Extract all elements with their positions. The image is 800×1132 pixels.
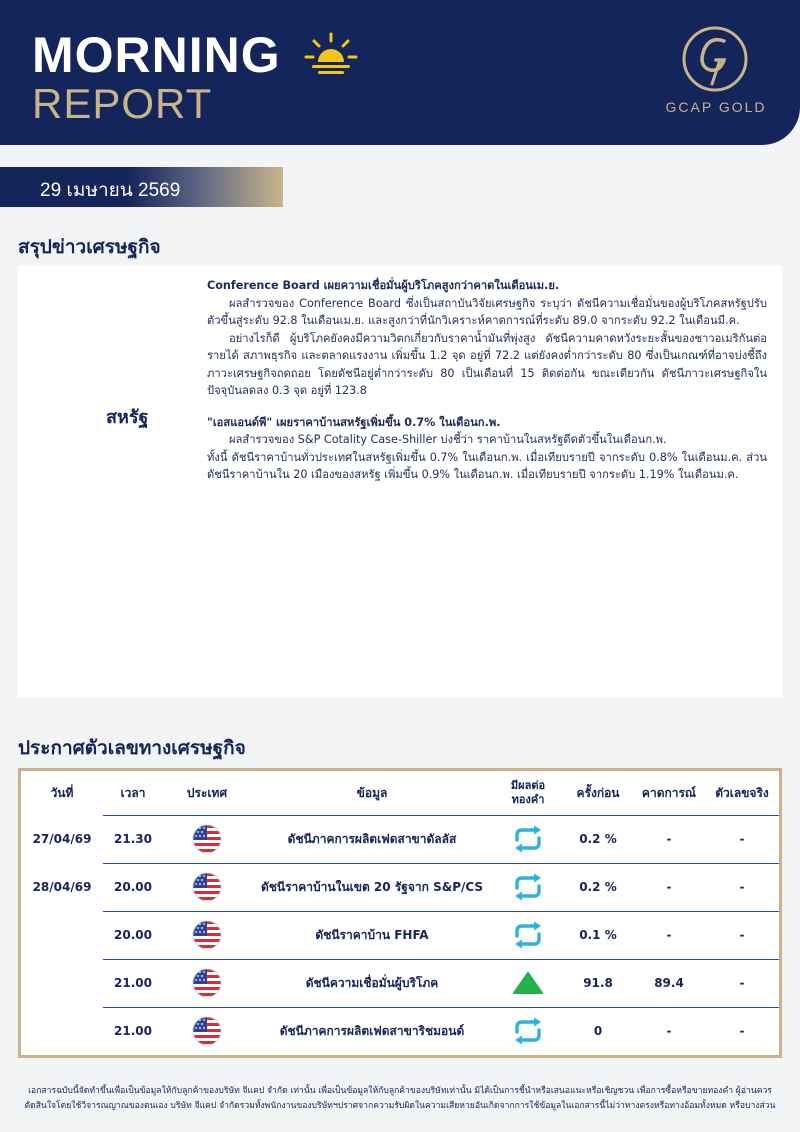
neutral-cycle-icon <box>510 824 546 854</box>
row-info: ดัชนีภาคการผลิตเฟดสาขาริชมอนด์ <box>251 1007 493 1055</box>
row-impact <box>493 1007 563 1055</box>
us-flag-icon <box>192 872 222 902</box>
us-flag-icon <box>192 920 222 950</box>
news-panel <box>18 265 782 697</box>
economic-calendar <box>18 768 782 1058</box>
row-previous: 0.2 % <box>563 863 633 911</box>
row-actual: - <box>705 911 779 959</box>
row-previous: 0.1 % <box>563 911 633 959</box>
neutral-cycle-icon <box>510 1016 546 1046</box>
disclaimer <box>10 1084 790 1114</box>
table-row <box>21 815 779 863</box>
row-forecast: - <box>633 1007 705 1055</box>
row-time: 21.30 <box>103 815 163 863</box>
row-forecast: - <box>633 911 705 959</box>
report-date-bar <box>0 167 283 207</box>
sunrise-icon <box>302 32 360 76</box>
report-header <box>0 0 800 145</box>
row-previous: 91.8 <box>563 959 633 1007</box>
row-forecast: - <box>633 815 705 863</box>
row-impact <box>493 815 563 863</box>
gcap-gold-logo-icon <box>680 24 750 94</box>
calendar-section-title: ประกาศตัวเลขทางเศรษฐกิจ <box>18 737 246 759</box>
table-row <box>21 911 779 959</box>
neutral-cycle-icon <box>510 872 546 902</box>
row-actual: - <box>705 815 779 863</box>
row-info: ดัชนีราคาบ้านในเขต 20 รัฐจาก S&P/CS <box>251 863 493 911</box>
news-headline-2: "เอสแอนด์พี" เผยราคาบ้านสหรัฐเพิ่มขึ้น 0.7% ในเดือนก.พ. <box>207 415 501 429</box>
row-country <box>163 863 251 911</box>
header-time: เวลา <box>120 785 146 800</box>
header-previous: ครั้งก่อน <box>576 785 620 800</box>
disclaimer-line-1: เอกสารฉบับนี้จัดทำขึ้นเพื่อเป็นข้อมูลให้กับลูกค้าของบริษัท จีแคป จำกัด เท่านั้น เพื่อเป็นข้อมูลให้กับลูกค้าของบริษัทเท่านั้น มิได้เป็นการชี้นำหรือเสนอแนะหรือเชิญชวน เพื่อการซื้อหรือขายทองคำ ผู้อ่านควร <box>28 1086 772 1096</box>
header-forecast: คาดการณ์ <box>641 785 697 800</box>
neutral-cycle-icon <box>510 920 546 950</box>
row-country <box>163 815 251 863</box>
row-info: ดัชนีราคาบ้าน FHFA <box>251 911 493 959</box>
row-previous: 0 <box>563 1007 633 1055</box>
disclaimer-line-2: ตัดสินใจโดยใช้วิจารณญาณของตนเอง บริษัท จีแคป จำกัดรวมทั้งพนักงานของบริษัทฯปราศจากความรับผิดในความเสียหายอันเกิดจากการใช้ข้อมูลในเอกสารนี้ไม่ว่าทางตรงหรือทางอ้อมทั้งหมด หรือบางส่วน <box>24 1101 776 1111</box>
news-section-title: สรุปข่าวเศรษฐกิจ <box>18 236 161 258</box>
row-info: ดัชนีภาคการผลิตเฟดสาขาดัลลัส <box>251 815 493 863</box>
row-previous: 0.2 % <box>563 815 633 863</box>
row-impact <box>493 959 563 1007</box>
news-body <box>207 277 767 484</box>
row-country <box>163 1007 251 1055</box>
table-row <box>21 863 779 911</box>
brand-name: GCAP GOLD <box>665 99 767 115</box>
news-country-label: สหรัฐ <box>106 407 149 428</box>
row-actual: - <box>705 863 779 911</box>
news-paragraph-2b: ทั้งนี้ ดัชนีราคาบ้านทั่วประเทศในสหรัฐเพิ่มขึ้น 0.7% ในเดือนก.พ. เมื่อเทียบรายปี จากระดับ 0.8% ในเดือนม.ค. ส่วนดัชนีราคาบ้านใน 20 เมืองของสหรัฐ เพิ่มขึ้น 0.9% ในเดือนก.พ. เมื่อเทียบรายปี จากระดับ 1.19% ในเดือนม.ค. <box>207 450 767 481</box>
row-date: 27/04/69 <box>32 832 92 846</box>
news-paragraph-2a: ผลสำรวจของ S&P Cotality Case-Shiller บ่งชี้ว่า ราคาบ้านในสหรัฐดีดตัวขึ้นในเดือนก.พ. <box>229 433 667 446</box>
header-gold-impact: มีผลต่อ ทองคำ <box>510 778 546 806</box>
row-actual: - <box>705 959 779 1007</box>
header-info: ข้อมูล <box>356 785 388 800</box>
header-date: วันที่ <box>50 786 74 800</box>
news-headline-1: Conference Board เผยความเชื่อมั่นผู้บริโภคสูงกว่าคาดในเดือนเม.ย. <box>207 279 560 292</box>
row-time: 21.00 <box>103 1007 163 1055</box>
up-triangle-icon <box>510 968 546 998</box>
us-flag-icon <box>192 1016 222 1046</box>
row-forecast: - <box>633 863 705 911</box>
row-impact <box>493 863 563 911</box>
row-country <box>163 911 251 959</box>
report-title-morning: MORNING <box>32 27 281 83</box>
table-row <box>21 959 779 1007</box>
row-date <box>21 911 103 959</box>
table-row <box>21 1007 779 1055</box>
report-title-report: REPORT <box>32 80 213 127</box>
table-header-row <box>21 771 779 815</box>
row-country <box>163 959 251 1007</box>
row-time: 20.00 <box>103 911 163 959</box>
header-actual: ตัวเลขจริง <box>715 785 769 800</box>
report-date: 29 เมษายน 2569 <box>40 180 181 201</box>
news-paragraph-1b: อย่างไรก็ดี ผู้บริโภคยังคงมีความวิตกเกี่ยวกับราคาน้ำมันที่พุ่งสูง ดัชนีความคาดหวังระยะสั้นของชาวอเมริกันต่อรายได้ สภาพธุรกิจ และตลาดแรงงาน เพิ่มขึ้น 1.2 จุด อยู่ที่ 72.2 แต่ยังคงต่ำกว่าระดับ 80 ซึ่งเป็นเกณฑ์ที่อาจบ่งชี้ถึงภาวะเศรษฐกิจถดถอย โดยดัชนีอยู่ต่ำกว่าระดับ 80 เป็นเดือนที่ 15 ติดต่อกัน ขณะเดียวกัน ดัชนีภาวะเศรษฐกิจในปัจจุบันลดลง 0.3 จุด อยู่ที่ 123.8 <box>207 331 767 397</box>
row-date <box>21 959 103 1007</box>
row-time: 20.00 <box>103 863 163 911</box>
news-paragraph-1a: ผลสำรวจของ Conference Board ซึ่งเป็นสถาบันวิจัยเศรษฐกิจ ระบุว่า ดัชนีความเชื่อมั่นของผู้บริโภคสหรัฐปรับตัวขึ้นสู่ระดับ 92.8 ในเดือนเม.ย. และสูงกว่าที่นักวิเคราะห์คาดการณ์ที่ระดับ 89.0 จากระดับ 92.2 ในเดือนมี.ค. <box>207 296 767 327</box>
economic-calendar-table <box>21 771 779 1055</box>
row-time: 21.00 <box>103 959 163 1007</box>
row-forecast: 89.4 <box>633 959 705 1007</box>
header-country: ประเทศ <box>186 785 228 800</box>
row-actual: - <box>705 1007 779 1055</box>
row-date: 28/04/69 <box>32 880 92 894</box>
row-info: ดัชนีความเชื่อมั่นผู้บริโภค <box>251 959 493 1007</box>
row-impact <box>493 911 563 959</box>
us-flag-icon <box>192 968 222 998</box>
row-date <box>21 1007 103 1055</box>
us-flag-icon <box>192 824 222 854</box>
